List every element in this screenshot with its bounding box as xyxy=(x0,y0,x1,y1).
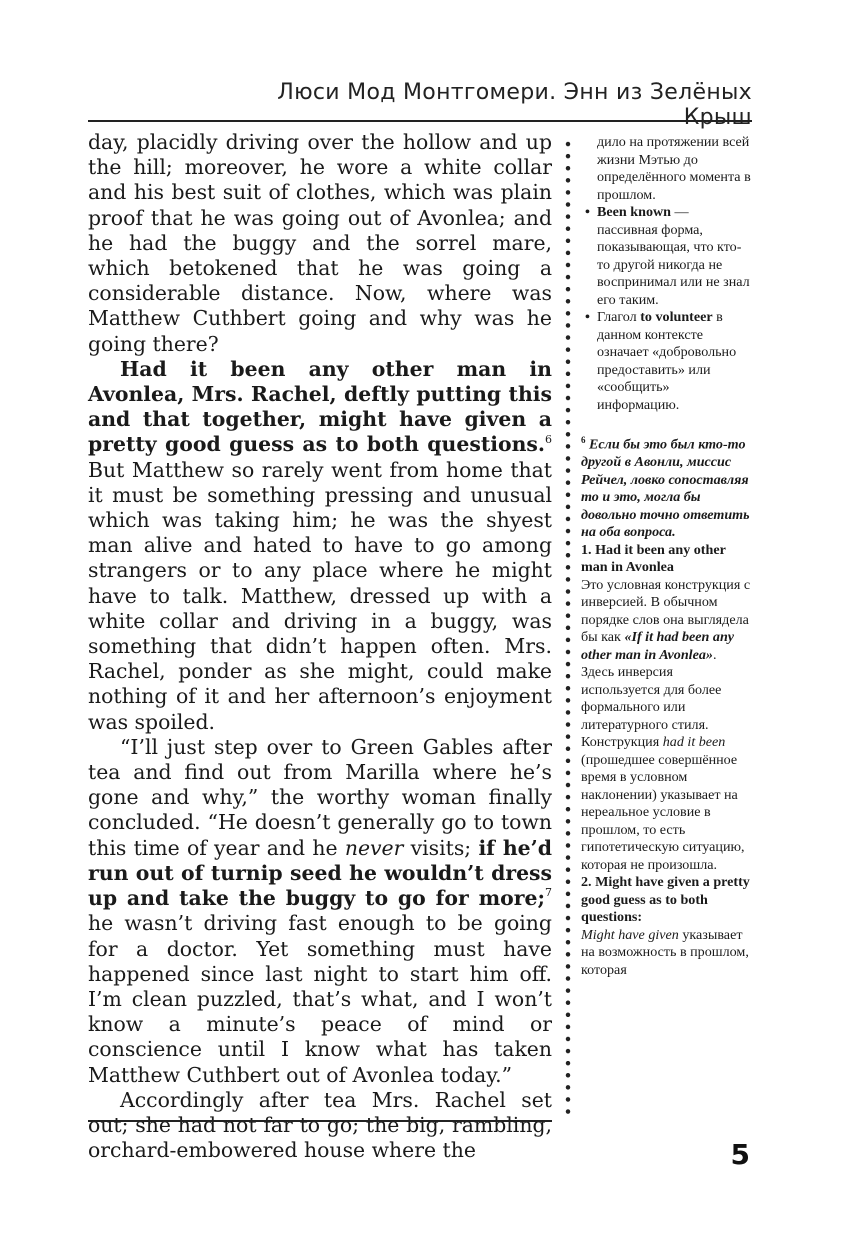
sidebar-note-been-known xyxy=(581,204,751,309)
grammar-note-2 xyxy=(581,874,751,979)
header-rule xyxy=(88,120,752,122)
footnote-6-number: 6 xyxy=(581,435,586,445)
paragraph-2 xyxy=(88,357,552,735)
footnote-ref-7: 7 xyxy=(545,886,552,900)
grammar-note-2-title: 2. Might have given a pretty good guess as to both questions: xyxy=(581,874,750,926)
italic-never: never xyxy=(344,835,404,860)
paragraph-4-text: Accordingly after tea Mrs. Rachel set out; she had not far to go; the big, rambling, orchard-embowered house where the xyxy=(88,1087,552,1163)
paragraph-3-text-a: “I’ll just step over to Green Gables after tea and find out from Marilla where he’s gone and why,” the worthy woman finally concluded. “He doesn’t generally go to town this time of year and he xyxy=(88,734,552,860)
grammar-note-1-text-c: (прошедшее совершённое время в условном наклонении) указывает на нереальное условие в прошлом, то есть гипотетическую ситуацию, которая не произошла. xyxy=(581,751,745,873)
page-number: 5 xyxy=(730,1138,750,1171)
footnote-6 xyxy=(581,432,751,542)
grammar-note-1-example: «If it had been any other man in Avonlea» xyxy=(581,629,735,663)
note-term-volunteer: to volunteer xyxy=(640,309,713,325)
footnote-6-text: Если бы это был кто-то другой в Авонли, миссис Рейчел, ловко сопоставляя то и это, могла бы довольно точно ответить на оба вопроса. xyxy=(581,436,750,541)
grammar-note-1-text-a: Это условная конструкция с инверсией. В обычном порядке слов она выглядела бы как xyxy=(581,576,751,646)
paragraph-3 xyxy=(88,735,552,1088)
paragraph-3-text-b: visits; xyxy=(403,835,479,860)
highlighted-phrase-7: if he’d run out of turnip seed he wouldn’t dress up and take the buggy to go for more; xyxy=(88,835,552,911)
note-prefix-volunteer: Глагол xyxy=(597,309,641,325)
footnote-ref-6: 6 xyxy=(545,432,552,446)
grammar-note-1-title: 1. Had it been any other man in Avonlea xyxy=(581,541,726,576)
highlighted-phrase-6: Had it been any other man in Avonlea, Mrs. Rachel, deftly putting this and that together, might have given a pretty good guess as to both questions. xyxy=(88,356,552,457)
sidebar-note-volunteer xyxy=(581,309,751,414)
grammar-note-2-text: указывает на возможность в прошлом, которая xyxy=(581,926,749,978)
sidebar-notes xyxy=(581,134,751,979)
paragraph-3-text-c: he wasn’t driving fast enough to be going for a doctor. Yet something must have happened since last night to start him off. I’m clean puzzled, that’s what, and I won’t know a minute’s peace of mind or conscience until I know what has taken Matthew Cuthbert out of Avonlea today.” xyxy=(88,911,552,1087)
note-text-been-known: — пассивная форма, показывающая, что кто-то другой никогда не воспринимал или не знал его таким. xyxy=(597,204,750,308)
sidebar-continued-note: дило на протяжении всей жизни Мэтью до определённого момента в прошлом. xyxy=(597,134,751,203)
grammar-note-1-term: had it been xyxy=(662,734,726,751)
paragraph-4 xyxy=(88,1088,552,1164)
paragraph-1 xyxy=(88,130,552,357)
grammar-note-2-term: Might have given xyxy=(581,926,679,943)
paragraph-1-text: day, placidly driving over the hollow and up the hill; moreover, he wore a white collar and his best suit of clothes, which was plain proof that he was going out of Avonlea; and he had the buggy and the sorrel mare, which betokened that he was going a considerable distance. Now, where was Matthew Cuthbert going and why was he going there? xyxy=(88,130,552,356)
running-header: Люси Мод Монтгомери. Энн из Зелёных Крыш xyxy=(277,80,752,130)
grammar-note-1 xyxy=(581,542,751,875)
note-text-volunteer: в данном контексте означает «добровольно предоставить» или «сообщить» информацию. xyxy=(597,309,737,413)
paragraph-2-text: But Matthew so rarely went from home that it must be something pressing and unusual which was taking him; he was the shyest man alive and hated to have to go among strangers or to any place where he might have to talk. Matthew, dressed up with a white collar and driving in a buggy, was something that didn’t happen often. Mrs. Rachel, ponder as she might, could make nothing of it and her afternoon’s enjoyment was spoiled. xyxy=(88,457,552,734)
dotted-divider xyxy=(565,138,571,1118)
grammar-note-1-text-b: . Здесь инверсия используется для более формального или литературного стиля. Конструкция xyxy=(581,646,722,751)
note-term-been-known: Been known xyxy=(597,204,672,220)
main-bottom-rule xyxy=(88,1120,552,1122)
main-text-column xyxy=(88,130,552,1163)
